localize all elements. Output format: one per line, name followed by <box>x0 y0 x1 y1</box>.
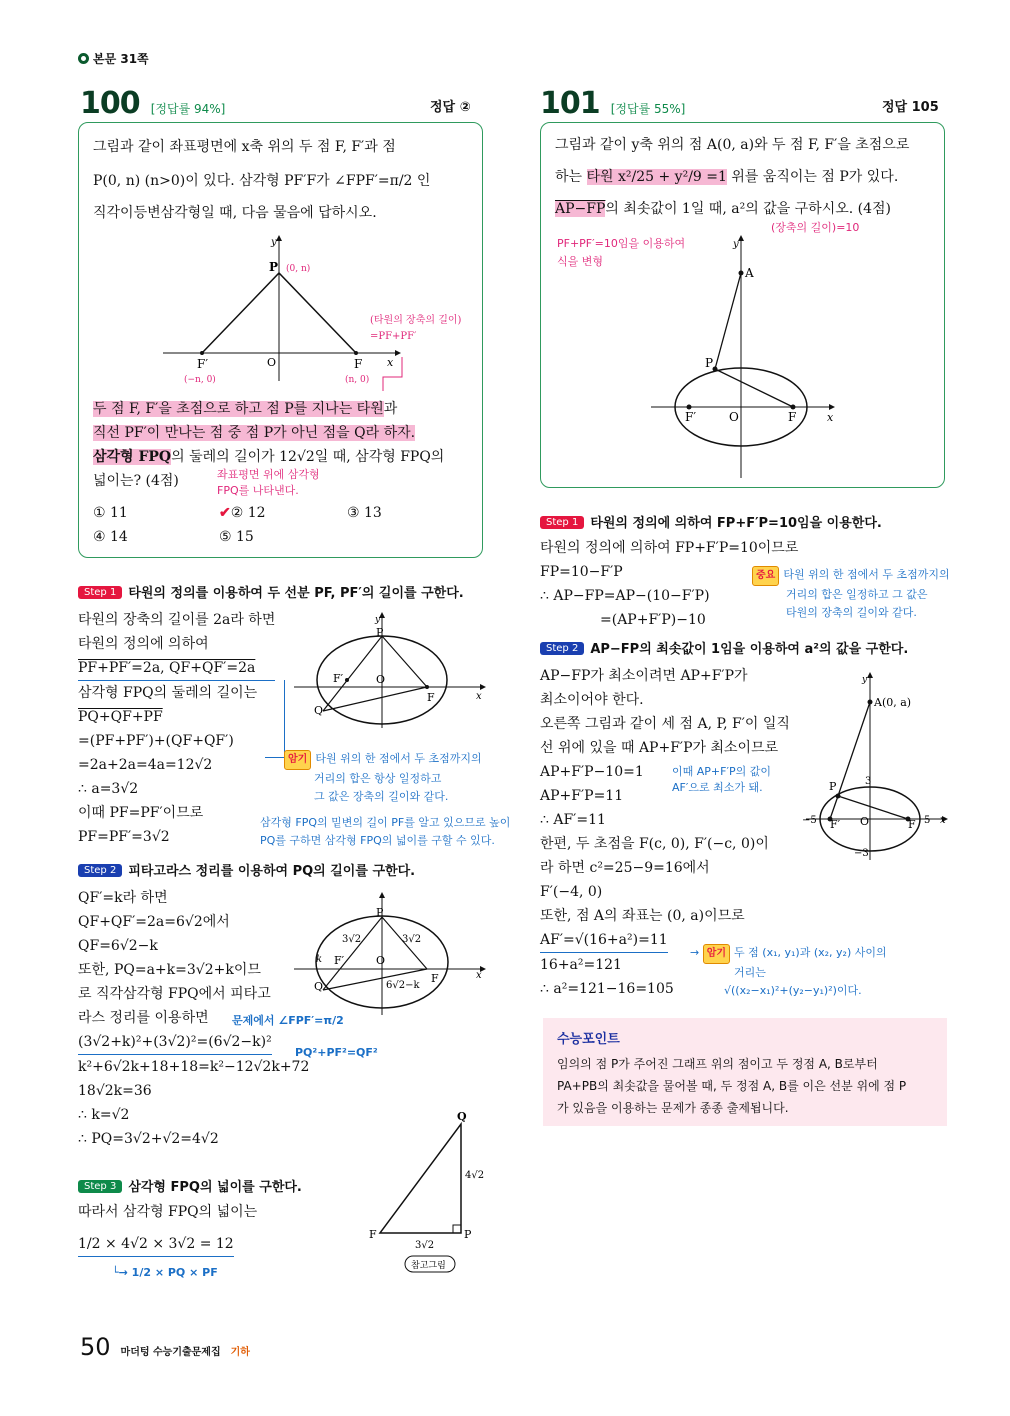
svg-text:F: F <box>908 818 916 831</box>
svg-text:F′: F′ <box>334 954 345 967</box>
book-title: 마더텅 수능기출문제집 <box>120 1347 221 1358</box>
exam-point-title: 수능포인트 <box>557 1032 620 1047</box>
minimum-note: 이때 AP+F′P의 값이 AF′으로 최소가 돼. <box>672 765 771 794</box>
q101-step1-body: 타원의 정의에 의하여 FP+F′P=10이므로 FP=10−F′P ∴ AP−FP=AP−(10−F′P) =(AP+F′P)−10 <box>540 540 799 628</box>
svg-text:O: O <box>376 673 386 686</box>
question-number: 101 <box>540 86 600 121</box>
svg-text:P: P <box>464 1228 472 1241</box>
svg-text:x: x <box>476 691 482 702</box>
step-badge: Step 1 <box>540 516 584 529</box>
angle-note: 문제에서 ∠FPF′=π/2 <box>232 1014 344 1027</box>
svg-text:x: x <box>387 356 394 369</box>
svg-text:F′: F′ <box>333 672 344 685</box>
svg-text:3: 3 <box>865 776 872 787</box>
problem-text: 직각이등변삼각형일 때, 다음 물음에 답하시오. <box>93 205 377 221</box>
q100-step1-ellipse-figure <box>290 610 490 730</box>
svg-text:F′: F′ <box>197 357 209 371</box>
svg-text:F: F <box>427 691 435 704</box>
q100-step2-header: Step 2 피타고라스 정리를 이용하여 PQ의 길이를 구한다. <box>78 860 415 879</box>
svg-text:F: F <box>788 410 797 424</box>
highlighted-text: 두 점 F, F′을 초점으로 하고 점 P를 지나는 타원 <box>93 401 384 417</box>
step-badge: Step 2 <box>540 642 584 655</box>
page-number: 50 <box>80 1333 111 1361</box>
svg-text:O: O <box>267 356 277 369</box>
step-badge: Step 2 <box>78 864 122 877</box>
q100-step3-body: 따라서 삼각형 FPQ의 넓이는 1/2 × 4√2 × 3√2 = 12 <box>78 1200 257 1257</box>
q100-step2-body: QF′=k라 하면 QF+QF′=2a=6√2에서 QF=6√2−k 또한, PQ=a+k=3√2+k이므 로 직각삼각형 FPQ에서 피타고 라스 정리를 이용하면 (3√2+k)²+(3√2)²=(6√2−k)² k²+6√2k+18+18=k²−12√2k+72 18√2k=36 ∴ k=√2 ∴ PQ=3√2+√2=4√2 <box>78 890 310 1147</box>
step-badge: Step 3 <box>78 1180 122 1193</box>
svg-text:k: k <box>316 954 323 965</box>
important-tip: 중요 타원 위의 한 점에서 두 초점까지의 거리의 합은 일정하고 그 값은 타원의 장축의 길이와 같다. <box>752 566 950 622</box>
major-axis-note: (장축의 길이)=10 <box>771 221 860 234</box>
problem-text: P(0, n) (n>0)이 있다. 삼각형 PF′F가 ∠FPF′=π/2 인 <box>93 173 431 189</box>
svg-text:O: O <box>376 954 386 967</box>
svg-text:4√2: 4√2 <box>465 1170 485 1181</box>
svg-text:O: O <box>729 410 739 424</box>
svg-text:3√2: 3√2 <box>415 1240 435 1251</box>
choice-1[interactable]: ① 11 <box>93 505 128 521</box>
svg-text:(타원의 장축의 길이): (타원의 장축의 길이) <box>370 315 462 326</box>
q100-step3-header: Step 3 삼각형 FPQ의 넓이를 구한다. <box>78 1176 302 1195</box>
circle-bullet-icon <box>78 53 89 64</box>
svg-text:6√2−k: 6√2−k <box>386 980 420 991</box>
memorize-tag: 암기 <box>284 750 311 770</box>
svg-text:y: y <box>271 237 277 248</box>
problem-text: 그림과 같이 y축 위의 점 A(0, a)와 두 점 F, F′을 초점으로 <box>555 137 910 153</box>
q100-step1-body: 타원의 장축의 길이를 2a라 하면 타원의 정의에 의하여 PF+PF′=2a, QF+QF′=2a 삼각형 FPQ의 둘레의 길이는 PQ+QF+PF =(PF+PF′)+(QF+QF′) =2a+2a=4a=12√2 ∴ a=3√2 이때 PF=PF′이므로 PF=PF′=3√2 <box>78 612 276 845</box>
connector-line <box>265 680 285 758</box>
answer-label: 정답 105 <box>882 100 939 115</box>
svg-text:Q: Q <box>457 1110 467 1123</box>
q100-problem-box: 그림과 같이 좌표평면에 x축 위의 두 점 F, F′과 점 P(0, n) (n>0)이 있다. 삼각형 PF′F가 ∠FPF′=π/2 인 직각이등변삼각형일 때, 다음 물음에 답하시오. y P (0, n) F′ (−n, 0) O F (n, 0) x (타원의 장축의 길이) =PF+PF′ 두 점 F, F′을 초점으로 하고 점 P를 지나는 타원과 직선 PF′이 만나는 점 중 점 P가 아닌 점을 Q라 하자. 삼각형 FPQ의 둘레의 길이가 12√2일 때, 삼각형 FPQ의 넓이는? (4점) 좌표평면 위에 삼각형 FPQ를 나타낸다. ① 11 ✔② 12 ③ 13 ④ 14 ⑤ 15 <box>78 122 483 558</box>
important-tag: 중요 <box>752 566 779 586</box>
memorize-tip: 암기 타원 위의 한 점에서 두 초점까지의 거리의 합은 항상 일정하고 그 값은 장축의 길이와 같다. <box>284 750 482 806</box>
q101-step2-body: AP−FP가 최소이려면 AP+F′P가 최소이어야 한다. 오른쪽 그림과 같이 세 점 A, P, F′이 일직 선 위에 있을 때 AP+F′P가 최소이므로 AP+F′P−10=1 AP+F′P=11 ∴ AF′=11 한편, 두 초점을 F(c, 0), F′(−c, 0)이 라 하면 c²=25−9=16에서 F′(−4, 0) 또한, 점 A의 좌표는 (0, a)이므로 AF′=√(16+a²)=11 16+a²=121 ∴ a²=121−16=105 <box>540 668 790 997</box>
q101-figure <box>641 233 851 483</box>
svg-text:P: P <box>376 906 384 919</box>
subject-label: 기하 <box>230 1347 250 1358</box>
svg-text:P: P <box>376 626 384 639</box>
svg-text:(0, n): (0, n) <box>286 264 311 274</box>
svg-text:A: A <box>745 266 754 280</box>
svg-text:참고그림: 참고그림 <box>411 1261 446 1271</box>
q100-step2-ellipse-figure <box>290 890 490 1020</box>
svg-text:y: y <box>862 675 868 685</box>
svg-text:P: P <box>705 356 714 370</box>
problem-text: 그림과 같이 좌표평면에 x축 위의 두 점 F, F′과 점 <box>93 139 396 155</box>
svg-text:x: x <box>476 970 482 981</box>
accuracy-rate: [정답률 94%] <box>150 102 226 116</box>
svg-text:P: P <box>829 780 837 793</box>
svg-text:F: F <box>431 972 439 985</box>
area-formula-note: └→ 1/2 × PQ × PF <box>112 1266 218 1279</box>
svg-text:=PF+PF′: =PF+PF′ <box>370 331 417 342</box>
svg-text:P: P <box>269 260 279 274</box>
svg-text:−5: −5 <box>802 815 817 826</box>
q101-step2-header: Step 2 AP−FP의 최솟값이 1임을 이용하여 a²의 값을 구한다. <box>540 638 908 657</box>
page-footer <box>80 1333 250 1361</box>
pythagoras-note: PQ²+PF²=QF² <box>295 1046 378 1059</box>
transform-note: PF+PF′=10임을 이용하여 식을 변형 <box>557 237 686 268</box>
q101-problem-box: 그림과 같이 y축 위의 점 A(0, a)와 두 점 F, F′을 초점으로 하는 타원 x²/25 + y²/9 =1 위를 움직이는 점 P가 있다. AP−FP의 최솟값이 1일 때, a²의 값을 구하시오. (4점) (장축의 길이)=10 PF+PF′=10임을 이용하여 식을 변형 y A P F′ O F x <box>540 122 945 488</box>
choice-4[interactable]: ④ 14 <box>93 529 128 545</box>
problem-text: 넓이는? (4점) <box>93 473 179 489</box>
exam-point-box: 수능포인트 임의의 점 P가 주어진 그래프 위의 점이고 두 정점 A, B로부터 PA+PB의 최솟값을 물어볼 때, 두 정점 A, B를 이은 선분 위에 점 P 가 있음을 이용하는 문제가 종종 출제됩니다. <box>543 1018 947 1126</box>
q100-figure <box>159 231 479 391</box>
memorize-tag: 암기 <box>703 944 730 964</box>
highlighted-text: 타원 x²/25 + y²/9 =1 <box>586 169 727 185</box>
svg-text:3√2: 3√2 <box>342 934 362 945</box>
q101-step2-figure <box>800 668 950 863</box>
accuracy-rate: [정답률 55%] <box>610 102 686 116</box>
highlighted-text: AP−FP <box>555 201 606 217</box>
choice-2[interactable]: ✔② 12 <box>219 505 266 521</box>
svg-text:3√2: 3√2 <box>402 934 422 945</box>
svg-text:y: y <box>733 239 739 250</box>
page-reference: 본문 31쪽 <box>78 50 149 67</box>
q100-reference-triangle <box>365 1108 495 1278</box>
plot-note: 좌표평면 위에 삼각형 FPQ를 나타낸다. <box>217 468 320 497</box>
svg-text:F′: F′ <box>830 818 841 831</box>
q100-step1-header: Step 1 타원의 정의를 이용하여 두 선분 PF, PF′의 길이를 구한다. <box>78 582 464 601</box>
svg-text:Q: Q <box>314 980 324 993</box>
svg-text:F: F <box>354 357 363 371</box>
svg-text:A(0, a): A(0, a) <box>874 696 912 709</box>
q100-header <box>80 86 225 121</box>
step-badge: Step 1 <box>78 586 122 599</box>
choice-5[interactable]: ⑤ 15 <box>219 529 254 545</box>
highlighted-text: 직선 PF′이 만나는 점 중 점 P가 아닌 점을 Q라 하자. <box>93 425 416 441</box>
distance-tip: → 암기 두 점 (x₁, y₁)과 (x₂, y₂) 사이의 거리는 √((x₂−x₁)²+(y₂−y₁)²)이다. <box>690 946 887 997</box>
svg-text:F: F <box>369 1228 377 1241</box>
svg-text:x: x <box>827 411 834 424</box>
svg-text:(n, 0): (n, 0) <box>345 375 370 385</box>
svg-text:y: y <box>375 615 381 625</box>
check-mark-icon: ✔ <box>219 505 231 521</box>
area-note: 삼각형 FPQ의 밑변의 길이 PF를 알고 있으므로 높이 PQ를 구하면 삼각형 FPQ의 넓이를 구할 수 있다. <box>260 816 511 847</box>
svg-text:F′: F′ <box>685 410 697 424</box>
choice-3[interactable]: ③ 13 <box>347 505 382 521</box>
q101-header <box>540 86 685 121</box>
svg-text:x: x <box>940 815 946 826</box>
svg-text:−3: −3 <box>854 848 869 859</box>
svg-text:5: 5 <box>924 815 931 826</box>
answer-label: 정답 ② <box>430 100 471 115</box>
svg-text:O: O <box>860 815 870 828</box>
svg-text:(−n, 0): (−n, 0) <box>184 375 216 385</box>
q101-step1-header: Step 1 타원의 정의에 의하여 FP+F′P=10임을 이용한다. <box>540 512 882 531</box>
question-number: 100 <box>80 86 140 121</box>
svg-text:Q: Q <box>314 704 324 717</box>
